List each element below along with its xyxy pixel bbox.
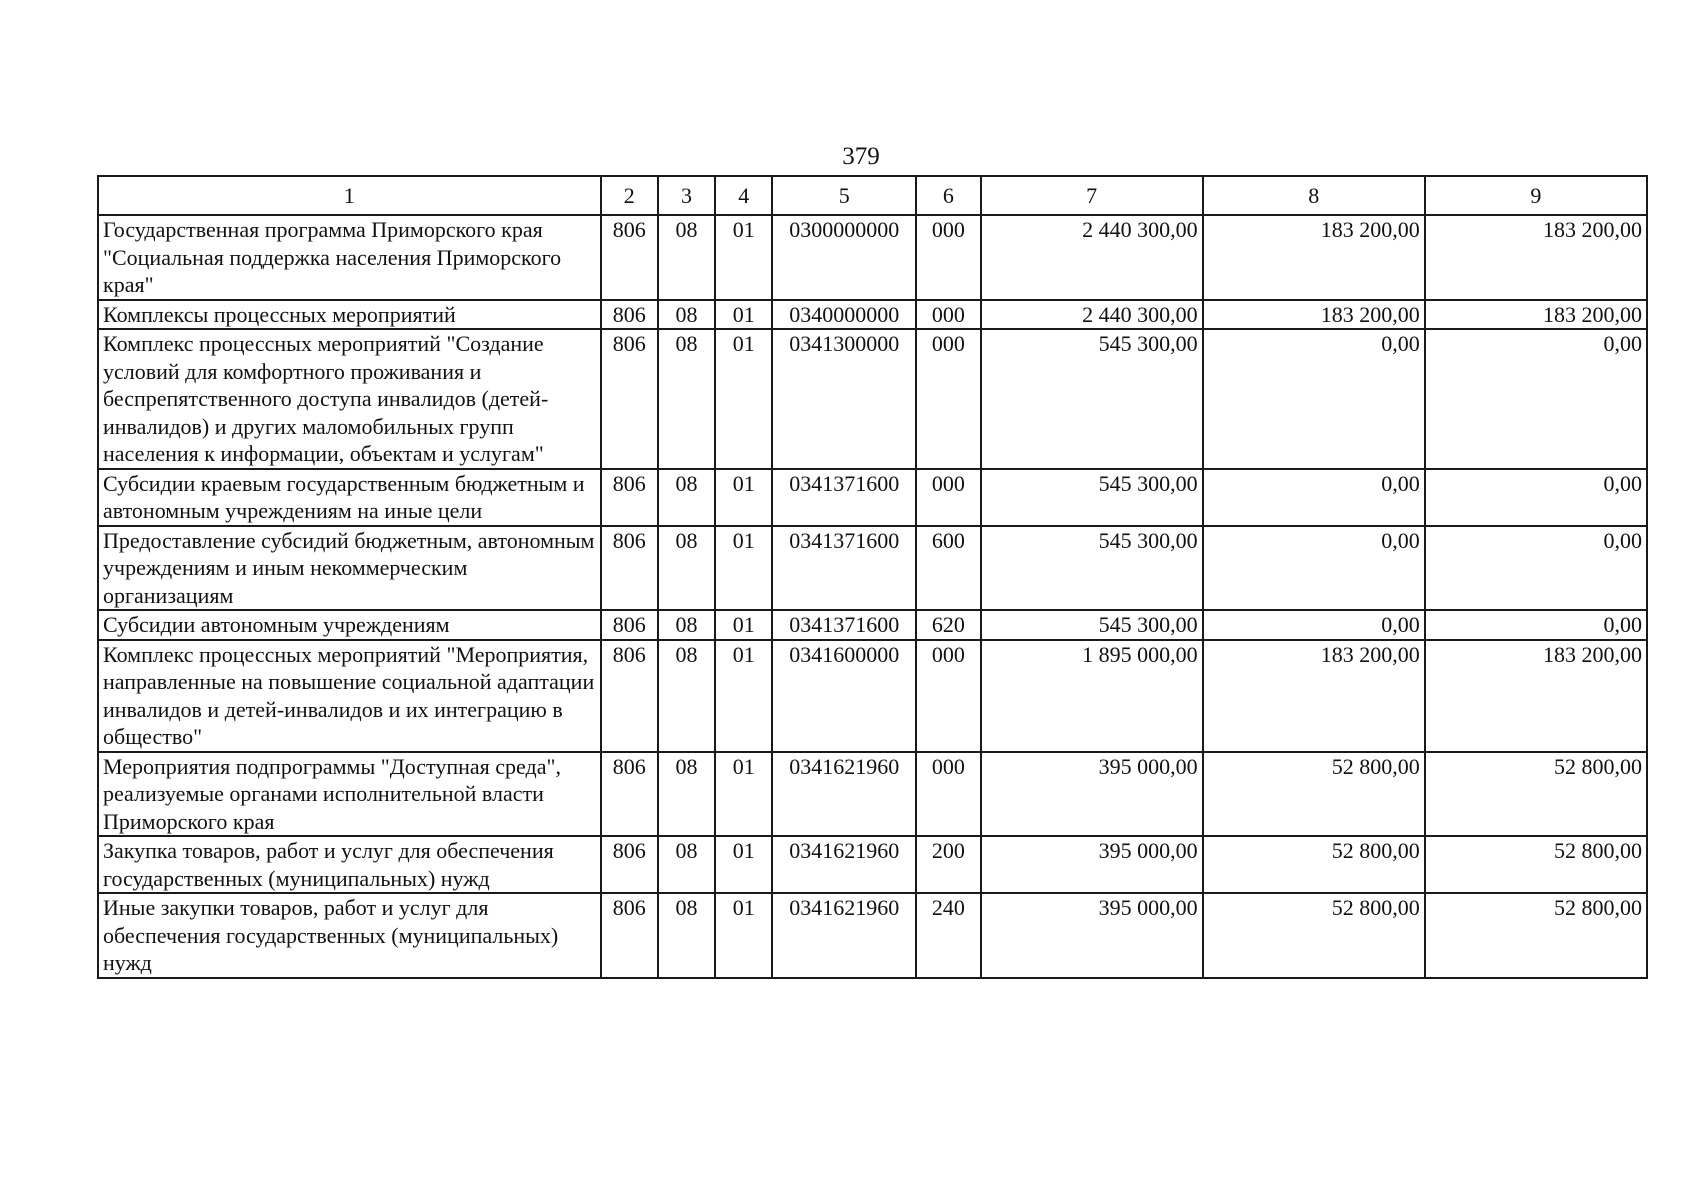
- amount-col-7: 545 300,00: [981, 469, 1203, 526]
- subsection-code: 01: [715, 215, 772, 300]
- table-row: [98, 469, 1647, 526]
- target-article-code: 0341371600: [772, 526, 916, 611]
- amount-col-7: 395 000,00: [981, 752, 1203, 837]
- amount-col-7: 395 000,00: [981, 893, 1203, 978]
- target-article-code: 0300000000: [772, 215, 916, 300]
- subsection-code: 01: [715, 893, 772, 978]
- amount-col-9: 52 800,00: [1425, 836, 1647, 893]
- table-row: [98, 329, 1647, 469]
- expense-type-code: 240: [916, 893, 980, 978]
- row-name: Субсидии автономным учреждениям: [98, 610, 601, 640]
- amount-col-9: 0,00: [1425, 526, 1647, 611]
- amount-col-9: 52 800,00: [1425, 893, 1647, 978]
- column-header: 7: [981, 176, 1203, 215]
- target-article-code: 0341371600: [772, 469, 916, 526]
- row-name: Закупка товаров, работ и услуг для обеспечения государственных (муниципальных) нужд: [98, 836, 601, 893]
- amount-col-9: 183 200,00: [1425, 300, 1647, 330]
- row-name: Комплексы процессных мероприятий: [98, 300, 601, 330]
- subsection-code: 01: [715, 640, 772, 752]
- column-header: 8: [1203, 176, 1425, 215]
- amount-col-7: 545 300,00: [981, 526, 1203, 611]
- expense-type-code: 000: [916, 469, 980, 526]
- row-name: Субсидии краевым государственным бюджетным и автономным учреждениям на иные цели: [98, 469, 601, 526]
- target-article-code: 0341621960: [772, 752, 916, 837]
- ministry-code: 806: [601, 836, 658, 893]
- amount-col-8: 183 200,00: [1203, 215, 1425, 300]
- amount-col-7: 1 895 000,00: [981, 640, 1203, 752]
- amount-col-9: 183 200,00: [1425, 215, 1647, 300]
- amount-col-7: 545 300,00: [981, 610, 1203, 640]
- table-row: [98, 610, 1647, 640]
- amount-col-9: 0,00: [1425, 610, 1647, 640]
- expense-type-code: 000: [916, 215, 980, 300]
- section-code: 08: [658, 300, 715, 330]
- table-row: [98, 526, 1647, 611]
- expense-type-code: 620: [916, 610, 980, 640]
- section-code: 08: [658, 469, 715, 526]
- subsection-code: 01: [715, 610, 772, 640]
- expense-type-code: 000: [916, 329, 980, 469]
- section-code: 08: [658, 640, 715, 752]
- section-code: 08: [658, 836, 715, 893]
- amount-col-7: 395 000,00: [981, 836, 1203, 893]
- expense-type-code: 000: [916, 300, 980, 330]
- subsection-code: 01: [715, 752, 772, 837]
- amount-col-7: 2 440 300,00: [981, 300, 1203, 330]
- expense-type-code: 200: [916, 836, 980, 893]
- amount-col-8: 183 200,00: [1203, 300, 1425, 330]
- amount-col-9: 52 800,00: [1425, 752, 1647, 837]
- row-name: Предоставление субсидий бюджетным, автономным учреждениям и иным некоммерческим организациям: [98, 526, 601, 611]
- ministry-code: 806: [601, 893, 658, 978]
- section-code: 08: [658, 752, 715, 837]
- section-code: 08: [658, 215, 715, 300]
- table-header-row: [98, 176, 1647, 215]
- amount-col-7: 545 300,00: [981, 329, 1203, 469]
- amount-col-8: 52 800,00: [1203, 752, 1425, 837]
- target-article-code: 0340000000: [772, 300, 916, 330]
- row-name: Комплекс процессных мероприятий "Мероприятия, направленные на повышение социальной адаптации инвалидов и детей-инвалидов и их интеграцию в общество": [98, 640, 601, 752]
- target-article-code: 0341600000: [772, 640, 916, 752]
- section-code: 08: [658, 526, 715, 611]
- column-header: 9: [1425, 176, 1647, 215]
- subsection-code: 01: [715, 526, 772, 611]
- section-code: 08: [658, 893, 715, 978]
- column-header: 1: [98, 176, 601, 215]
- column-header: 5: [772, 176, 916, 215]
- subsection-code: 01: [715, 300, 772, 330]
- amount-col-9: 0,00: [1425, 469, 1647, 526]
- subsection-code: 01: [715, 329, 772, 469]
- table-row: [98, 836, 1647, 893]
- table-row: [98, 640, 1647, 752]
- row-name: Комплекс процессных мероприятий "Создание условий для комфортного проживания и беспрепятственного доступа инвалидов (детей-инвалидов) и других маломобильных групп населения к информации, объектам и услугам": [98, 329, 601, 469]
- row-name: Государственная программа Приморского края "Социальная поддержка населения Приморского края": [98, 215, 601, 300]
- ministry-code: 806: [601, 610, 658, 640]
- amount-col-8: 52 800,00: [1203, 836, 1425, 893]
- ministry-code: 806: [601, 300, 658, 330]
- expense-type-code: 000: [916, 752, 980, 837]
- target-article-code: 0341621960: [772, 836, 916, 893]
- ministry-code: 806: [601, 469, 658, 526]
- row-name: Мероприятия подпрограммы "Доступная среда", реализуемые органами исполнительной власти Приморского края: [98, 752, 601, 837]
- ministry-code: 806: [601, 215, 658, 300]
- table-row: [98, 893, 1647, 978]
- target-article-code: 0341300000: [772, 329, 916, 469]
- amount-col-9: 0,00: [1425, 329, 1647, 469]
- amount-col-8: 0,00: [1203, 526, 1425, 611]
- row-name: Иные закупки товаров, работ и услуг для обеспечения государственных (муниципальных) нужд: [98, 893, 601, 978]
- amount-col-8: 0,00: [1203, 469, 1425, 526]
- amount-col-7: 2 440 300,00: [981, 215, 1203, 300]
- target-article-code: 0341621960: [772, 893, 916, 978]
- column-header: 3: [658, 176, 715, 215]
- ministry-code: 806: [601, 329, 658, 469]
- ministry-code: 806: [601, 752, 658, 837]
- subsection-code: 01: [715, 836, 772, 893]
- table-row: [98, 300, 1647, 330]
- ministry-code: 806: [601, 640, 658, 752]
- expense-type-code: 600: [916, 526, 980, 611]
- amount-col-9: 183 200,00: [1425, 640, 1647, 752]
- section-code: 08: [658, 610, 715, 640]
- ministry-code: 806: [601, 526, 658, 611]
- expense-type-code: 000: [916, 640, 980, 752]
- target-article-code: 0341371600: [772, 610, 916, 640]
- table-row: [98, 752, 1647, 837]
- amount-col-8: 52 800,00: [1203, 893, 1425, 978]
- column-header: 4: [715, 176, 772, 215]
- amount-col-8: 183 200,00: [1203, 640, 1425, 752]
- amount-col-8: 0,00: [1203, 329, 1425, 469]
- subsection-code: 01: [715, 469, 772, 526]
- column-header: 2: [601, 176, 658, 215]
- section-code: 08: [658, 329, 715, 469]
- budget-table: [97, 175, 1648, 979]
- column-header: 6: [916, 176, 980, 215]
- page-number: 379: [842, 143, 880, 170]
- table-row: [98, 215, 1647, 300]
- amount-col-8: 0,00: [1203, 610, 1425, 640]
